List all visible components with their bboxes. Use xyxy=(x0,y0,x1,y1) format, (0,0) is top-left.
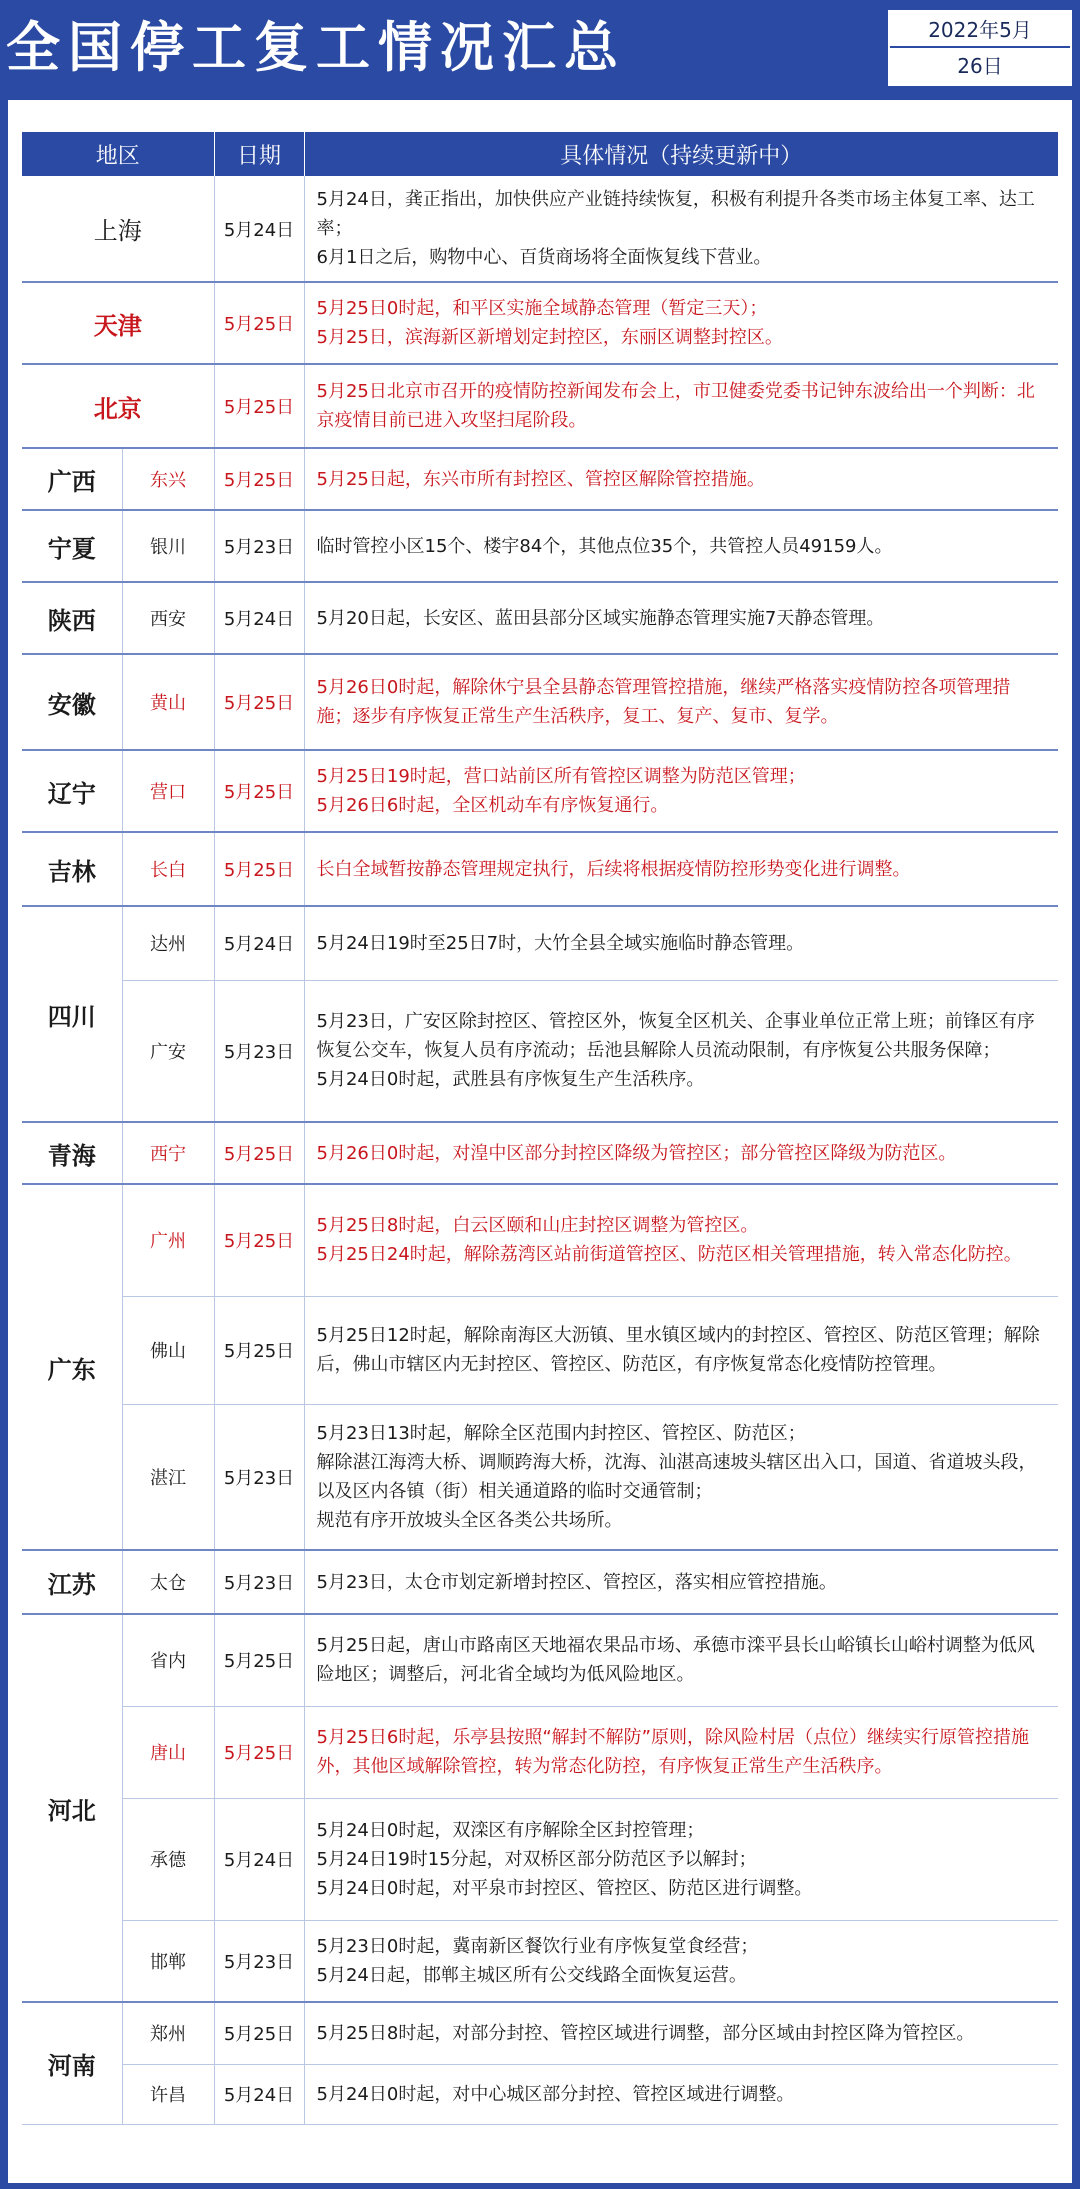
table-row xyxy=(22,510,1058,582)
table-header xyxy=(22,132,1058,176)
table-row xyxy=(22,2002,1058,2064)
city-cell: 广安 xyxy=(122,980,214,1122)
detail-cell xyxy=(304,906,1058,980)
table-row xyxy=(22,1614,1058,1706)
column-header-region: 地区 xyxy=(22,132,214,176)
province-cell: 江苏 xyxy=(22,1550,122,1614)
detail-line: 5月25日0时起，和平区实施全域静态管理（暂定三天）； xyxy=(316,298,768,319)
detail-line: 5月25日北京市召开的疫情防控新闻发布会上，市卫健委党委书记钟东波给出一个判断：北京疫情目前已进入攻坚扫尾阶段。 xyxy=(316,381,1035,431)
city-cell: 唐山 xyxy=(122,1706,214,1798)
date-day: 26日 xyxy=(957,54,1003,78)
province-cell: 青海 xyxy=(22,1122,122,1184)
detail-line: 5月24日0时起，武胜县有序恢复生产生活秩序。 xyxy=(316,1069,705,1091)
date-cell: 5月24日 xyxy=(214,1798,304,1920)
city-cell: 许昌 xyxy=(122,2064,214,2124)
table-row xyxy=(22,1706,1058,1798)
detail-line: 5月23日，广安区除封控区、管控区外，恢复全区机关、企事业单位正常上班；前锋区有序恢复公交车，恢复人员有序流动；岳池县解除人员流动限制，有序恢复公共服务保障； xyxy=(316,1011,1035,1062)
date-cell: 5月25日 xyxy=(214,832,304,906)
detail-cell xyxy=(304,832,1058,906)
province-cell: 辽宁 xyxy=(22,750,122,832)
date-cell: 5月25日 xyxy=(214,1122,304,1184)
province-cell: 陕西 xyxy=(22,582,122,654)
table-row xyxy=(22,1404,1058,1550)
city-cell: 太仓 xyxy=(122,1550,214,1614)
date-year-month: 2022年5月 xyxy=(890,12,1070,48)
detail-line: 5月25日6时起，乐亭县按照“解封不解防”原则，除风险村居（点位）继续实行原管控措施外，其他区域解除管控，转为常态化防控，有序恢复正常生产生活秩序。 xyxy=(316,1727,1029,1777)
date-cell: 5月24日 xyxy=(214,906,304,980)
page-title: 全国停工复工情况汇总 xyxy=(6,16,626,79)
detail-cell xyxy=(304,750,1058,832)
city-cell: 西安 xyxy=(122,582,214,654)
detail-cell xyxy=(304,1404,1058,1550)
status-table xyxy=(22,132,1058,2125)
city-cell: 省内 xyxy=(122,1614,214,1706)
date-cell: 5月24日 xyxy=(214,2064,304,2124)
detail-cell xyxy=(304,282,1058,364)
table-row xyxy=(22,832,1058,906)
detail-cell xyxy=(304,510,1058,582)
date-cell: 5月25日 xyxy=(214,448,304,510)
detail-line: 5月24日19时15分起，对双桥区部分防范区予以解封； xyxy=(316,1848,757,1870)
city-cell: 达州 xyxy=(122,906,214,980)
city-cell: 佛山 xyxy=(122,1296,214,1404)
detail-cell xyxy=(304,980,1058,1122)
detail-line: 5月23日13时起，解除全区范围内封控区、管控区、防范区； xyxy=(316,1422,806,1444)
date-cell: 5月23日 xyxy=(214,1404,304,1550)
detail-cell xyxy=(304,582,1058,654)
date-cell: 5月23日 xyxy=(214,1550,304,1614)
detail-line: 5月24日0时起，双滦区有序解除全区封控管理； xyxy=(316,1819,705,1841)
city-cell: 银川 xyxy=(122,510,214,582)
date-cell: 5月25日 xyxy=(214,1184,304,1296)
column-header-date: 日期 xyxy=(214,132,304,176)
table-row xyxy=(22,1122,1058,1184)
province-cell: 吉林 xyxy=(22,832,122,906)
detail-line: 规范有序开放坡头全区各类公共场所。 xyxy=(316,1509,623,1531)
city-cell: 邯郸 xyxy=(122,1920,214,2002)
detail-cell xyxy=(304,1184,1058,1296)
table-row xyxy=(22,1296,1058,1404)
city-cell: 承德 xyxy=(122,1798,214,1920)
table-row xyxy=(22,282,1058,364)
detail-cell xyxy=(304,1550,1058,1614)
table-row xyxy=(22,1550,1058,1614)
detail-line: 5月24日，龚正指出，加快供应产业链持续恢复，积极有利提升各类市场主体复工率、达工率； xyxy=(316,189,1035,239)
detail-cell xyxy=(304,1122,1058,1184)
province-cell: 河北 xyxy=(22,1614,122,2002)
detail-line: 解除湛江海湾大桥、调顺跨海大桥，沈海、汕湛高速坡头辖区出入口，国道、省道坡头段，以及区内各镇（街）相关通道路的临时交通管制； xyxy=(316,1451,1037,1502)
detail-line: 5月25日24时起，解除荔湾区站前街道管控区、防范区相关管理措施，转入常态化防控。 xyxy=(316,1244,1022,1266)
detail-line: 5月24日起，邯郸主城区所有公交线路全面恢复运营。 xyxy=(316,1964,747,1986)
province-cell: 广西 xyxy=(22,448,122,510)
city-cell: 营口 xyxy=(122,750,214,832)
detail-line: 5月25日起，东兴市所有封控区、管控区解除管控措施。 xyxy=(316,468,765,490)
detail-line: 5月25日12时起，解除南海区大沥镇、里水镇区域内的封控区、管控区、防范区管理；解除后，佛山市辖区内无封控区、管控区、防范区，有序恢复常态化疫情防控管理。 xyxy=(316,1325,1040,1375)
province-cell: 宁夏 xyxy=(22,510,122,582)
province-cell: 天津 xyxy=(22,282,214,364)
date-cell: 5月25日 xyxy=(214,282,304,364)
detail-line: 5月25日起，唐山市路南区天地福农果品市场、承德市滦平县长山峪镇长山峪村调整为低风险地区；调整后，河北省全域均为低风险地区。 xyxy=(316,1635,1035,1686)
city-cell: 郑州 xyxy=(122,2002,214,2064)
province-cell: 北京 xyxy=(22,364,214,448)
province-cell: 上海 xyxy=(22,176,214,282)
date-cell: 5月25日 xyxy=(214,1706,304,1798)
table-row xyxy=(22,906,1058,980)
detail-cell xyxy=(304,1296,1058,1404)
table-row xyxy=(22,1798,1058,1920)
detail-line: 5月25日8时起，白云区颐和山庄封控区调整为管控区。 xyxy=(316,1215,759,1237)
detail-line: 5月26日0时起，解除休宁县全县静态管理管控措施，继续严格落实疫情防控各项管理措施；逐步有序恢复正常生产生活秩序，复工、复产、复市、复学。 xyxy=(316,677,1011,727)
table-row xyxy=(22,582,1058,654)
detail-line: 5月25日，滨海新区新增划定封控区，东丽区调整封控区。 xyxy=(316,327,783,348)
detail-line: 6月1日之后，购物中心、百货商场将全面恢复线下营业。 xyxy=(316,247,772,268)
detail-cell xyxy=(304,1798,1058,1920)
date-cell: 5月25日 xyxy=(214,1296,304,1404)
table-row xyxy=(22,176,1058,282)
city-cell: 长白 xyxy=(122,832,214,906)
detail-cell xyxy=(304,1920,1058,2002)
detail-cell xyxy=(304,2064,1058,2124)
detail-line: 5月25日8时起，对部分封控、管控区域进行调整，部分区域由封控区降为管控区。 xyxy=(316,2022,975,2044)
detail-line: 5月20日起，长安区、蓝田县部分区域实施静态管理实施7天静态管理。 xyxy=(316,607,885,629)
province-cell: 广东 xyxy=(22,1184,122,1550)
detail-cell xyxy=(304,448,1058,510)
city-cell: 广州 xyxy=(122,1184,214,1296)
detail-line: 5月24日0时起，对平泉市封控区、管控区、防范区进行调整。 xyxy=(316,1877,813,1899)
table-row xyxy=(22,654,1058,750)
detail-line: 5月25日19时起，营口站前区所有管控区调整为防范区管理； xyxy=(316,766,806,787)
table-row xyxy=(22,448,1058,510)
date-cell: 5月25日 xyxy=(214,1614,304,1706)
detail-cell xyxy=(304,2002,1058,2064)
header-bar xyxy=(0,0,1080,96)
detail-cell xyxy=(304,654,1058,750)
detail-line: 5月26日6时起，全区机动车有序恢复通行。 xyxy=(316,795,669,816)
date-cell: 5月25日 xyxy=(214,750,304,832)
table-row xyxy=(22,1920,1058,2002)
city-cell: 东兴 xyxy=(122,448,214,510)
date-cell: 5月24日 xyxy=(214,582,304,654)
date-badge xyxy=(888,10,1072,86)
content-panel xyxy=(8,100,1072,2183)
date-cell: 5月24日 xyxy=(214,176,304,282)
detail-line: 5月23日，太仓市划定新增封控区、管控区，落实相应管控措施。 xyxy=(316,1571,837,1593)
date-cell: 5月25日 xyxy=(214,2002,304,2064)
detail-line: 5月23日0时起，冀南新区餐饮行业有序恢复堂食经营； xyxy=(316,1935,759,1957)
table-row xyxy=(22,980,1058,1122)
date-cell: 5月25日 xyxy=(214,364,304,448)
table-row xyxy=(22,750,1058,832)
city-cell: 黄山 xyxy=(122,654,214,750)
city-cell: 西宁 xyxy=(122,1122,214,1184)
table-row xyxy=(22,364,1058,448)
detail-cell xyxy=(304,1706,1058,1798)
detail-line: 5月26日0时起，对湟中区部分封控区降级为管控区；部分管控区降级为防范区。 xyxy=(316,1142,957,1164)
date-cell: 5月23日 xyxy=(214,510,304,582)
detail-line: 5月24日0时起，对中心城区部分封控、管控区域进行调整。 xyxy=(316,2083,795,2105)
detail-cell xyxy=(304,1614,1058,1706)
date-cell: 5月23日 xyxy=(214,980,304,1122)
detail-line: 长白全域暂按静态管理规定执行，后续将根据疫情防控形势变化进行调整。 xyxy=(316,858,911,880)
detail-cell xyxy=(304,176,1058,282)
column-header-detail: 具体情况（持续更新中） xyxy=(304,132,1058,176)
province-cell: 安徽 xyxy=(22,654,122,750)
date-cell: 5月23日 xyxy=(214,1920,304,2002)
city-cell: 湛江 xyxy=(122,1404,214,1550)
detail-line: 5月24日19时至25日7时，大竹全县全域实施临时静态管理。 xyxy=(316,932,805,954)
table-row xyxy=(22,1184,1058,1296)
province-cell: 四川 xyxy=(22,906,122,1122)
detail-line: 临时管控小区15个、楼宇84个，其他点位35个，共管控人员49159人。 xyxy=(316,535,893,557)
table-row xyxy=(22,2064,1058,2124)
province-cell: 河南 xyxy=(22,2002,122,2124)
date-cell: 5月25日 xyxy=(214,654,304,750)
detail-cell xyxy=(304,364,1058,448)
